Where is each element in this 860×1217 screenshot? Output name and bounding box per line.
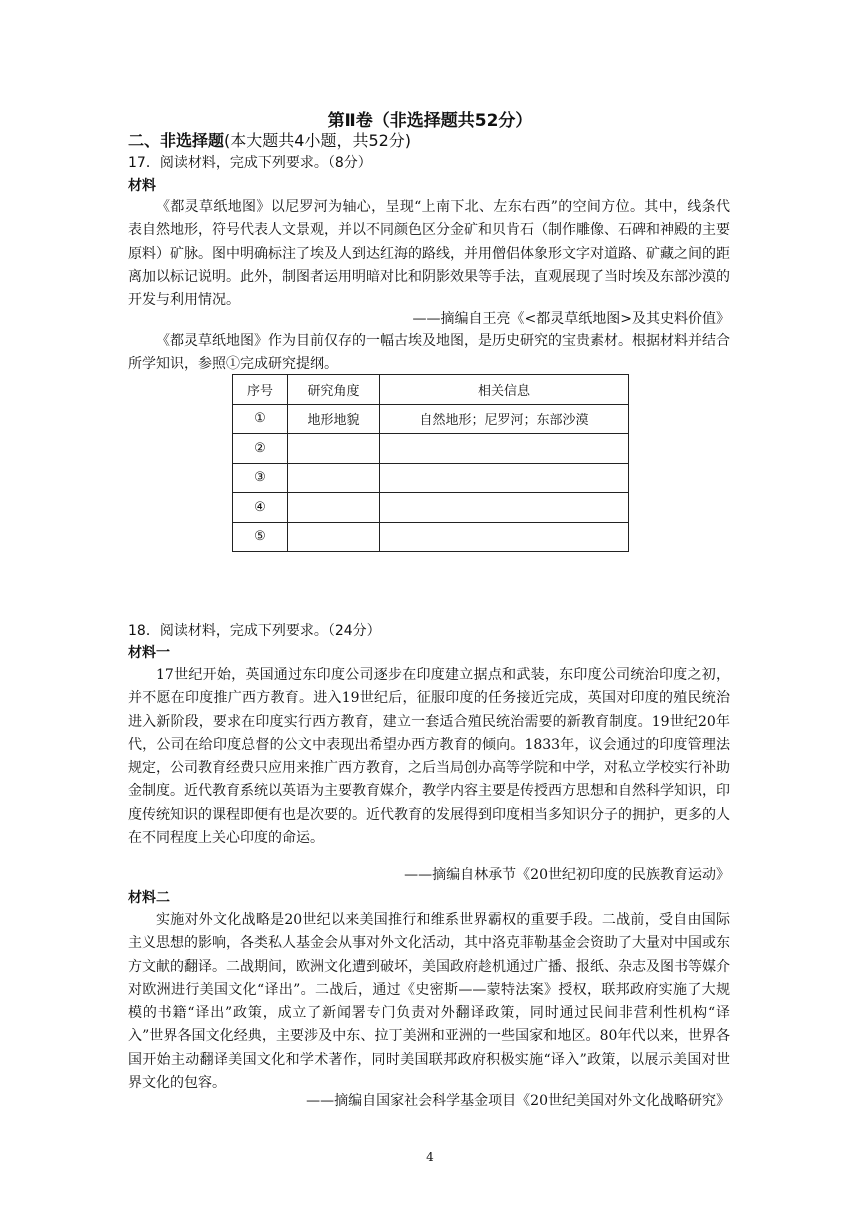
table-header-cell: 相关信息 — [380, 375, 629, 405]
table-cell — [288, 522, 380, 552]
table-header-cell: 序号 — [233, 375, 288, 405]
table-row — [233, 434, 629, 464]
q18-material1-text: 17世纪开始，英国通过东印度公司逐步在印度建立据点和武装，东印度公司统治印度之初，并不愿在印度推广西方教育。进入19世纪后，征服印度的任务接近完成，英国对印度的殖民统治进入新阶段，要求在印度实行西方教育，建立一套适合殖民统治需要的新教育制度。19世纪20年代，公司在给印度总督的公文中表现出希望办西方教育的倾向。1833年，议会通过的印度管理法规定，公司教育经费只应用来推广西方教育，之后当局创办高等学院和中学，对私立学校实行补助金制度。近代教育系统以英语为主要教育媒介，教学内容主要是传授西方思想和自然科学知识，印度传统知识的课程即便有也是次要的。近代教育的发展得到印度相当多知识分子的拥护，更多的人在不同程度上关心印度的命运。 — [128, 667, 730, 847]
table-cell: ⑤ — [233, 522, 288, 552]
table-cell: 自然地形；尼罗河；东部沙漠 — [380, 404, 629, 434]
section-heading — [128, 128, 411, 151]
table-cell: 地形地貌 — [288, 404, 380, 434]
table-row — [233, 463, 629, 493]
table-row — [233, 493, 629, 523]
table-cell: ③ — [233, 463, 288, 493]
q17-material-label: 材料 — [128, 178, 156, 194]
table-cell: ④ — [233, 493, 288, 523]
table-header-row — [233, 375, 629, 405]
q18-material2-label: 材料二 — [128, 890, 170, 906]
q17-source: ——摘编自王亮《<都灵草纸地图>及其史料价值》 — [412, 311, 730, 327]
table-cell — [288, 463, 380, 493]
q17-task: 《都灵草纸地图》作为目前仅存的一幅古埃及地图，是历史研究的宝贵素材。根据材料并结合所学知识，参照①完成研究提纲。 — [128, 333, 730, 373]
q18-material2-text: 实施对外文化战略是20世纪以来美国推行和维系世界霸权的重要手段。二战前，受自由国际主义思想的影响，各类私人基金会从事对外文化活动，其中洛克菲勒基金会资助了大量对中国或东方文献的翻译。二战期间，欧洲文化遭到破坏，美国政府趁机通过广播、报纸、杂志及图书等媒介对欧洲进行美国文化“译出”。二战后，通过《史密斯——蒙特法案》授权，联邦政府实施了大规模的书籍“译出”政策，成立了新闻署专门负责对外翻译政策，同时通过民间非营利性机构“译入”世界各国文化经典，主要涉及中东、拉丁美洲和亚洲的一些国家和地区。80年代以来，世界各国开始主动翻译美国文化和学术著作，同时美国联邦政府积极实施“译入”政策，以展示美国对世界文化的包容。 — [128, 912, 730, 1092]
table-cell — [380, 463, 629, 493]
table-cell — [380, 493, 629, 523]
q18-material2-source: ——摘编自国家社会科学基金项目《20世纪美国对外文化战略研究》 — [306, 1093, 730, 1109]
section-heading-note: (本大题共4小题，共52分) — [224, 131, 412, 150]
table-cell: ② — [233, 434, 288, 464]
table-cell: ① — [233, 404, 288, 434]
table-cell — [380, 434, 629, 464]
q18-material1-label: 材料一 — [128, 645, 170, 661]
q18-prompt: 18．阅读材料，完成下列要求。（24分） — [128, 623, 381, 639]
paper-title: 第Ⅱ卷（非选择题共52分） — [327, 111, 533, 131]
table-cell — [380, 522, 629, 552]
table-cell — [288, 434, 380, 464]
table-header-cell: 研究角度 — [288, 375, 380, 405]
q17-material-text: 《都灵草纸地图》以尼罗河为轴心，呈现“上南下北、左东右西”的空间方位。其中，线条代表自然地形，符号代表人文景观，并以不同颜色区分金矿和贝肯石（制作雕像、石碑和神殿的主要原料）矿脉。图中明确标注了埃及人到达红海的路线，并用僧侣体象形文字对道路、矿藏之间的距离加以标记说明。此外，制图者运用明暗对比和阴影效果等手法，直观展现了当时埃及东部沙漠的开发与利用情况。 — [128, 199, 730, 309]
table-cell — [288, 493, 380, 523]
section-heading-label: 二、非选择题 — [128, 131, 225, 150]
research-outline-table — [232, 374, 629, 552]
table-row — [233, 522, 629, 552]
q18-material1-source: ——摘编自林承节《20世纪初印度的民族教育运动》 — [404, 867, 730, 883]
q17-prompt: 17．阅读材料，完成下列要求。（8分） — [128, 155, 372, 171]
page-number: 4 — [426, 1150, 434, 1164]
table-row — [233, 404, 629, 434]
